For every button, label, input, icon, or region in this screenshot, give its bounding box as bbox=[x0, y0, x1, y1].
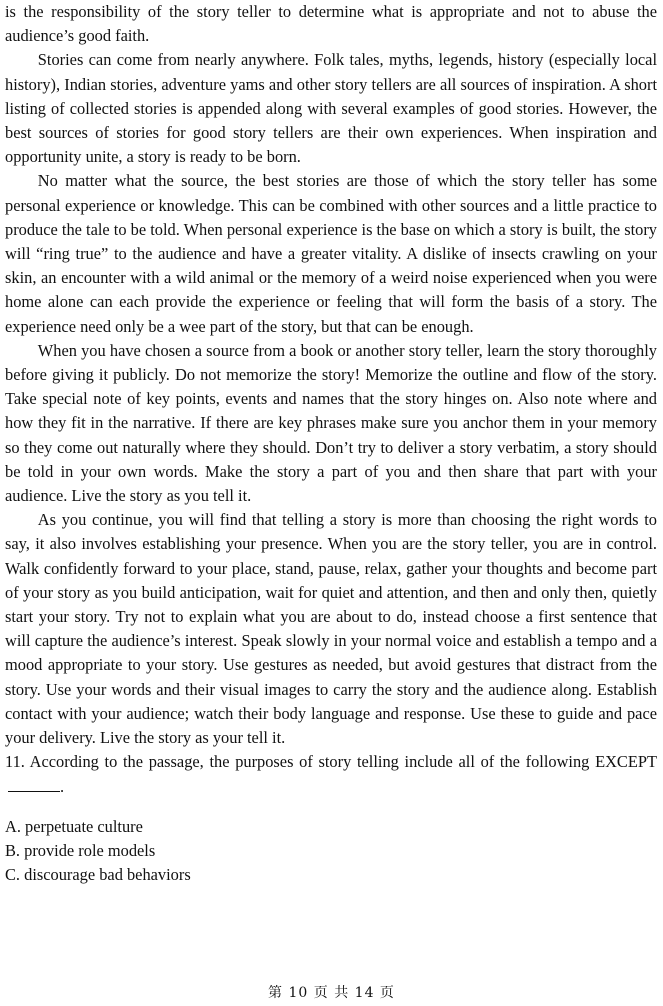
question-stem-line bbox=[5, 750, 657, 798]
passage bbox=[5, 0, 657, 750]
answer-options bbox=[5, 815, 657, 887]
paragraph-4: When you have chosen a source from a book or another story teller, learn the story thoroughly before giving it publicly. Do not memorize the story! Memorize the outline and flow of the story. Take special note of key points, events and names that the story hinges on. Also note where and how they fit in the narrative. If there are key phrases make sure you anchor them in your memory so they come out naturally where they should. Don’t try to deliver a story verbatim, a story should be told in your own words. Make the story a part of you and then share that part with your audience. Live the story as you tell it. bbox=[5, 340, 657, 506]
paragraph-2: Stories can come from nearly anywhere. Folk tales, myths, legends, history (especially local history), Indian stories, adventure yams and other story tellers are all sources of inspiration. A short listing of collected stories is appended along with several examples of good stories. However, the best sources of stories for good story tellers are their own experiences. When inspiration and opportunity unite, a story is ready to be born. bbox=[5, 50, 657, 167]
paragraph-5: As you continue, you will find that telling a story is more than choosing the right words to say, it also involves establishing your presence. When you are the story teller, you are in control. Walk confidently forward to your place, stand, pause, relax, gather your thoughts and become part of your story as you build anticipation, wait for quiet and attention, and then and only then, quietly start your story. Try not to explain what you are about to do, instead choose a first sentence that will capture the audience’s interest. Speak slowly in your normal voice and establish a tempo and a mood appropriate to your story. Use gestures as needed, but avoid gestures that distract from the story. Use your words and their visual images to carry the story and the audience along. Establish contact with your audience; watch their body language and response. Use these to guide and pace your delivery. Live the story as your tell it. bbox=[5, 510, 657, 748]
document-page bbox=[5, 0, 657, 887]
option-c: C. discourage bad behaviors bbox=[5, 865, 191, 885]
page-number-footer: 第 10 页 共 14 页 bbox=[268, 985, 395, 1001]
question-11 bbox=[5, 750, 657, 887]
option-b: B. provide role models bbox=[5, 841, 156, 861]
answer-blank bbox=[8, 777, 60, 792]
paragraph-3: No matter what the source, the best stories are those of which the story teller has some personal experience or knowledge. This can be combined with other sources and a little practice to produce the tale to be told. When personal experience is the base on which a story is built, the story will “ring true” to the audience and have a greater vitality. A dislike of insects crawling on your skin, an encounter with a wild animal or the memory of a weird noise experienced when you were home alone can each provide the experience or feeling that will form the basis of a story. The experience need only be a wee part of the story, but that can be enough. bbox=[5, 171, 657, 336]
option-a: A. perpetuate culture bbox=[5, 817, 143, 837]
question-stem-suffix: . bbox=[60, 776, 65, 796]
question-stem: 11. According to the passage, the purposes of story telling include all of the following EXCEPT bbox=[5, 752, 657, 772]
paragraph-1: is the responsibility of the story teller to determine what is appropriate and not to abuse the audience’s good faith. bbox=[5, 2, 657, 46]
